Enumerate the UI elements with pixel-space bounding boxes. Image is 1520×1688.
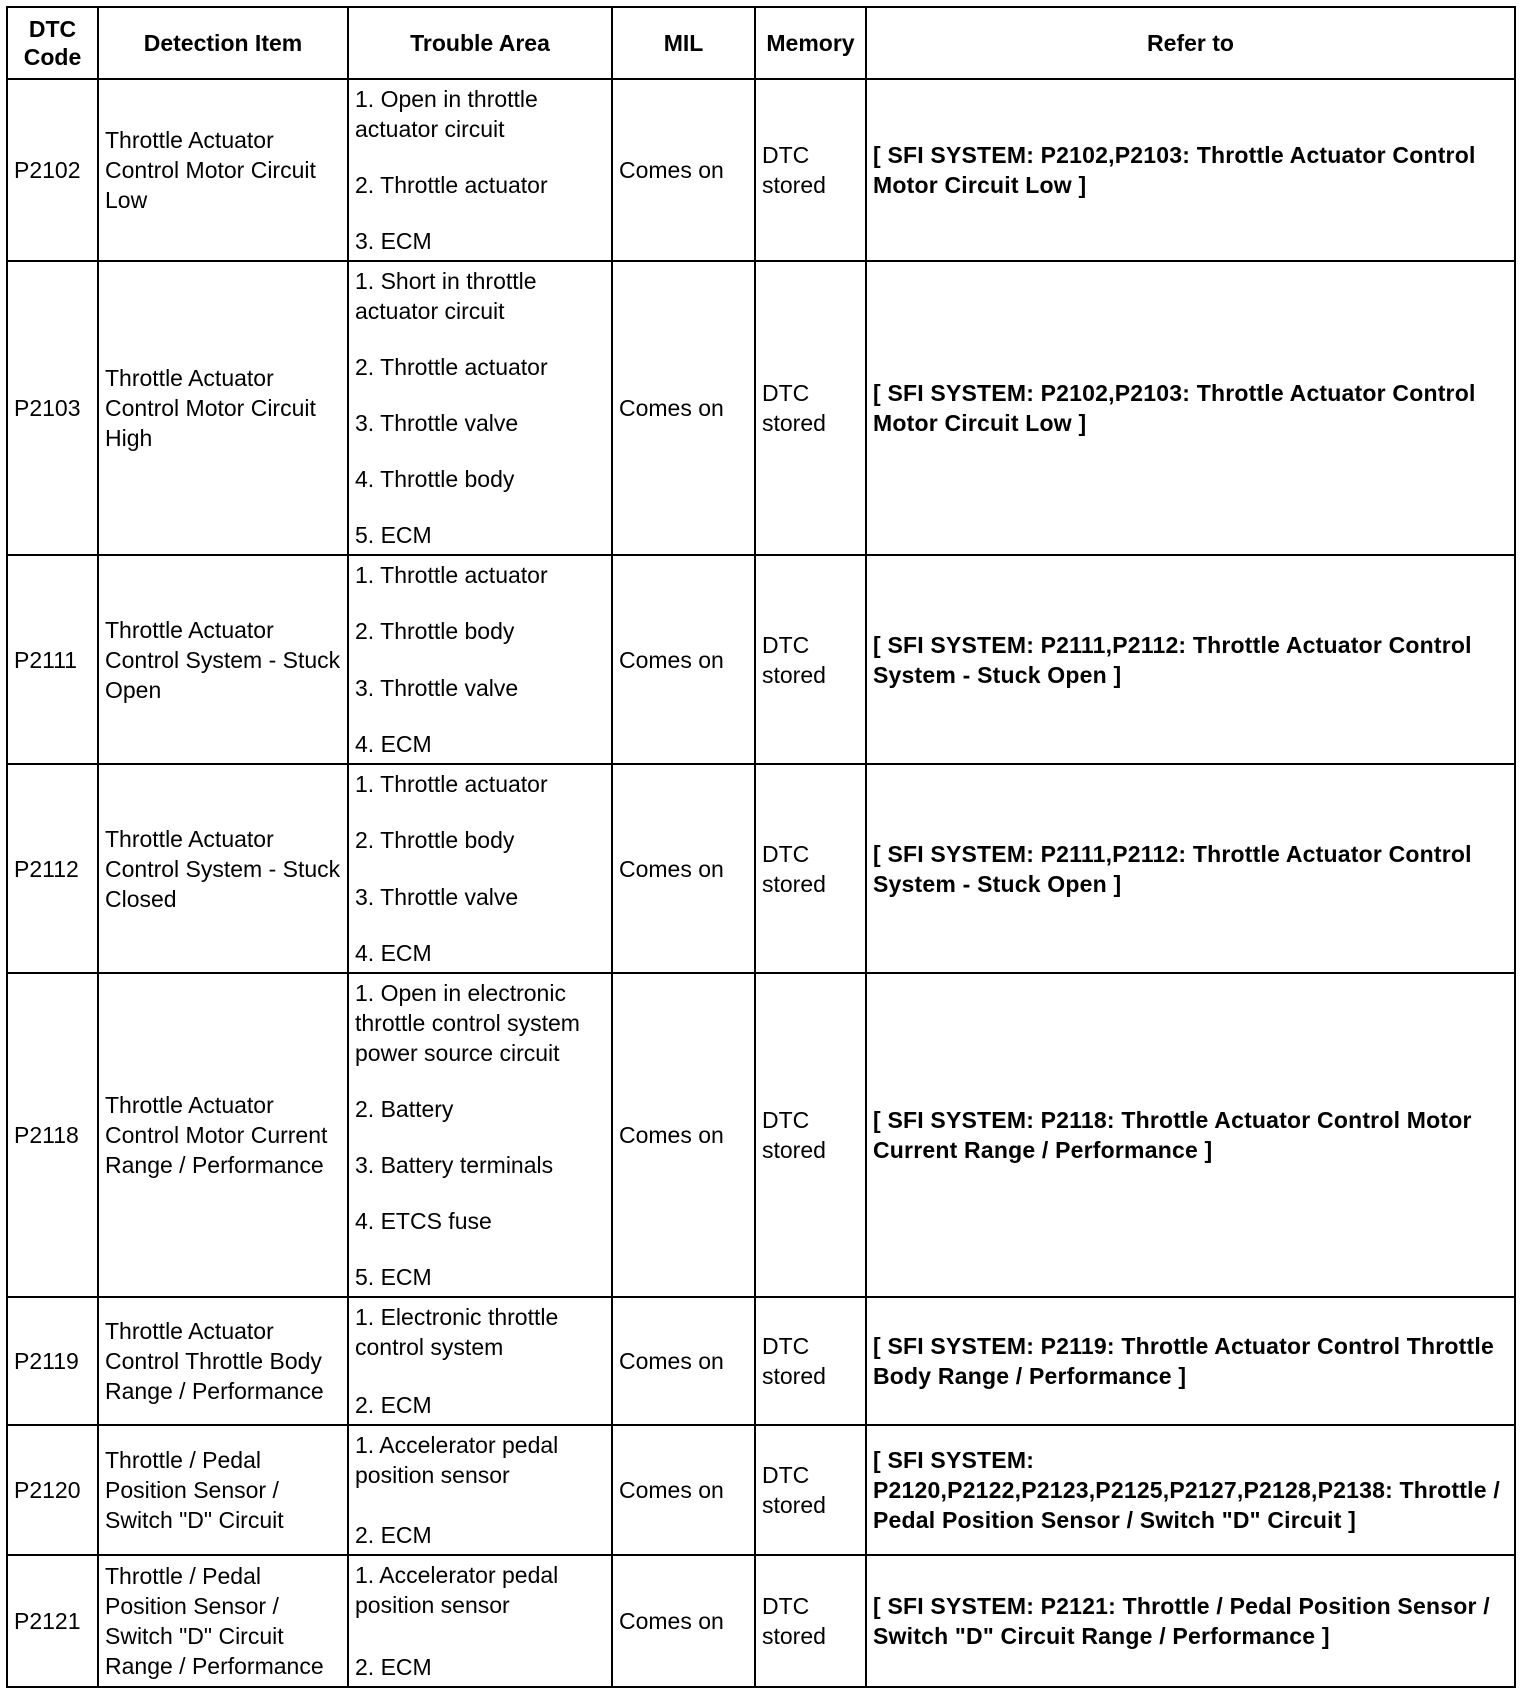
dtc-code-cell: P2118 <box>7 973 98 1297</box>
trouble-area-item: 4. ETCS fuse <box>355 1208 492 1234</box>
table-row <box>7 1555 1515 1687</box>
mil-cell: Comes on <box>612 555 755 764</box>
trouble-area-item: 1. Open in electronic throttle control system power source circuit <box>355 980 580 1066</box>
header-memory: Memory <box>755 7 866 79</box>
refer-to-cell: [ SFI SYSTEM: P2102,P2103: Throttle Actuator Control Motor Circuit Low ] <box>866 261 1515 555</box>
trouble-area-item: 1. Throttle actuator <box>355 771 548 797</box>
trouble-area-cell <box>348 1555 612 1687</box>
detection-item-cell: Throttle / Pedal Position Sensor / Switch "D" Circuit Range / Performance <box>98 1555 348 1687</box>
dtc-code-cell: P2103 <box>7 261 98 555</box>
trouble-area-item: 3. Throttle valve <box>355 883 519 910</box>
header-dtc-code: DTC Code <box>7 7 98 79</box>
mil-cell: Comes on <box>612 973 755 1297</box>
trouble-area-item: 3. ECM <box>355 228 432 254</box>
trouble-area-list <box>355 556 605 763</box>
trouble-area-item: 2. Throttle actuator <box>355 172 548 198</box>
mil-cell: Comes on <box>612 1555 755 1687</box>
trouble-area-item: 2. Battery <box>355 1096 454 1122</box>
detection-item-cell: Throttle / Pedal Position Sensor / Switch "D" Circuit <box>98 1425 348 1555</box>
trouble-area-item: 4. ECM <box>355 939 432 966</box>
trouble-area-item: 1. Throttle actuator <box>355 562 548 588</box>
trouble-area-list <box>355 1556 605 1686</box>
refer-to-cell: [ SFI SYSTEM: P2121: Throttle / Pedal Position Sensor / Switch "D" Circuit Range / Performance ] <box>866 1555 1515 1687</box>
dtc-table-body <box>7 79 1515 1687</box>
detection-item-cell: Throttle Actuator Control System - Stuck Open <box>98 555 348 764</box>
mil-cell: Comes on <box>612 79 755 261</box>
dtc-code-cell: P2121 <box>7 1555 98 1687</box>
trouble-area-list <box>355 1426 605 1554</box>
trouble-area-cell <box>348 764 612 973</box>
table-row <box>7 261 1515 555</box>
dtc-code-cell: P2119 <box>7 1297 98 1425</box>
trouble-area-item: 2. Throttle body <box>355 827 515 854</box>
detection-item-cell: Throttle Actuator Control System - Stuck Closed <box>98 764 348 973</box>
trouble-area-cell <box>348 261 612 555</box>
trouble-area-item: 3. Battery terminals <box>355 1152 554 1178</box>
trouble-area-list <box>355 974 605 1296</box>
trouble-area-item: 5. ECM <box>355 1264 432 1290</box>
trouble-area-cell <box>348 1425 612 1555</box>
refer-to-cell: [ SFI SYSTEM: P2111,P2112: Throttle Actuator Control System - Stuck Open ] <box>866 764 1515 973</box>
trouble-area-item: 2. ECM <box>355 1654 432 1680</box>
memory-cell: DTC stored <box>755 764 866 973</box>
dtc-code-cell: P2120 <box>7 1425 98 1555</box>
trouble-area-list <box>355 80 605 260</box>
header-trouble-area: Trouble Area <box>348 7 612 79</box>
table-row <box>7 764 1515 973</box>
trouble-area-list <box>355 262 605 554</box>
refer-to-cell: [ SFI SYSTEM: P2120,P2122,P2123,P2125,P2127,P2128,P2138: Throttle / Pedal Position Sensor / Switch "D" Circuit ] <box>866 1425 1515 1555</box>
memory-cell: DTC stored <box>755 79 866 261</box>
detection-item-cell: Throttle Actuator Control Motor Circuit Low <box>98 79 348 261</box>
memory-cell: DTC stored <box>755 973 866 1297</box>
trouble-area-cell <box>348 555 612 764</box>
detection-item-cell: Throttle Actuator Control Motor Current Range / Performance <box>98 973 348 1297</box>
refer-to-cell: [ SFI SYSTEM: P2111,P2112: Throttle Actuator Control System - Stuck Open ] <box>866 555 1515 764</box>
dtc-code-cell: P2102 <box>7 79 98 261</box>
refer-to-cell: [ SFI SYSTEM: P2119: Throttle Actuator Control Throttle Body Range / Performance ] <box>866 1297 1515 1425</box>
memory-cell: DTC stored <box>755 555 866 764</box>
table-row <box>7 79 1515 261</box>
trouble-area-item: 1. Accelerator pedal position sensor <box>355 1432 559 1488</box>
refer-to-cell: [ SFI SYSTEM: P2102,P2103: Throttle Actuator Control Motor Circuit Low ] <box>866 79 1515 261</box>
table-row <box>7 973 1515 1297</box>
detection-item-cell: Throttle Actuator Control Throttle Body Range / Performance <box>98 1297 348 1425</box>
trouble-area-item: 5. ECM <box>355 522 432 548</box>
trouble-area-cell <box>348 973 612 1297</box>
trouble-area-item: 2. Throttle body <box>355 618 515 645</box>
dtc-code-cell: P2111 <box>7 555 98 764</box>
memory-cell: DTC stored <box>755 261 866 555</box>
trouble-area-item: 2. ECM <box>355 1392 432 1418</box>
trouble-area-cell <box>348 1297 612 1425</box>
mil-cell: Comes on <box>612 261 755 555</box>
mil-cell: Comes on <box>612 1425 755 1555</box>
trouble-area-item: 1. Open in throttle actuator circuit <box>355 86 538 142</box>
trouble-area-list <box>355 1298 605 1424</box>
memory-cell: DTC stored <box>755 1297 866 1425</box>
trouble-area-item: 3. Throttle valve <box>355 674 519 701</box>
memory-cell: DTC stored <box>755 1425 866 1555</box>
trouble-area-list <box>355 765 605 972</box>
trouble-area-item: 1. Short in throttle actuator circuit <box>355 268 537 324</box>
trouble-area-item: 3. Throttle valve <box>355 410 519 436</box>
dtc-table <box>6 6 1516 1688</box>
trouble-area-item: 4. Throttle body <box>355 466 515 492</box>
detection-item-cell: Throttle Actuator Control Motor Circuit High <box>98 261 348 555</box>
trouble-area-cell <box>348 79 612 261</box>
dtc-code-cell: P2112 <box>7 764 98 973</box>
trouble-area-item: 4. ECM <box>355 730 432 757</box>
trouble-area-item: 1. Accelerator pedal position sensor <box>355 1562 559 1618</box>
table-row <box>7 1297 1515 1425</box>
memory-cell: DTC stored <box>755 1555 866 1687</box>
trouble-area-item: 2. ECM <box>355 1522 432 1548</box>
header-detection-item: Detection Item <box>98 7 348 79</box>
trouble-area-item: 1. Electronic throttle control system <box>355 1304 559 1360</box>
trouble-area-item: 2. Throttle actuator <box>355 354 548 380</box>
mil-cell: Comes on <box>612 1297 755 1425</box>
header-mil: MIL <box>612 7 755 79</box>
mil-cell: Comes on <box>612 764 755 973</box>
table-row <box>7 1425 1515 1555</box>
refer-to-cell: [ SFI SYSTEM: P2118: Throttle Actuator Control Motor Current Range / Performance ] <box>866 973 1515 1297</box>
header-refer-to: Refer to <box>866 7 1515 79</box>
header-row <box>7 7 1515 79</box>
table-row <box>7 555 1515 764</box>
